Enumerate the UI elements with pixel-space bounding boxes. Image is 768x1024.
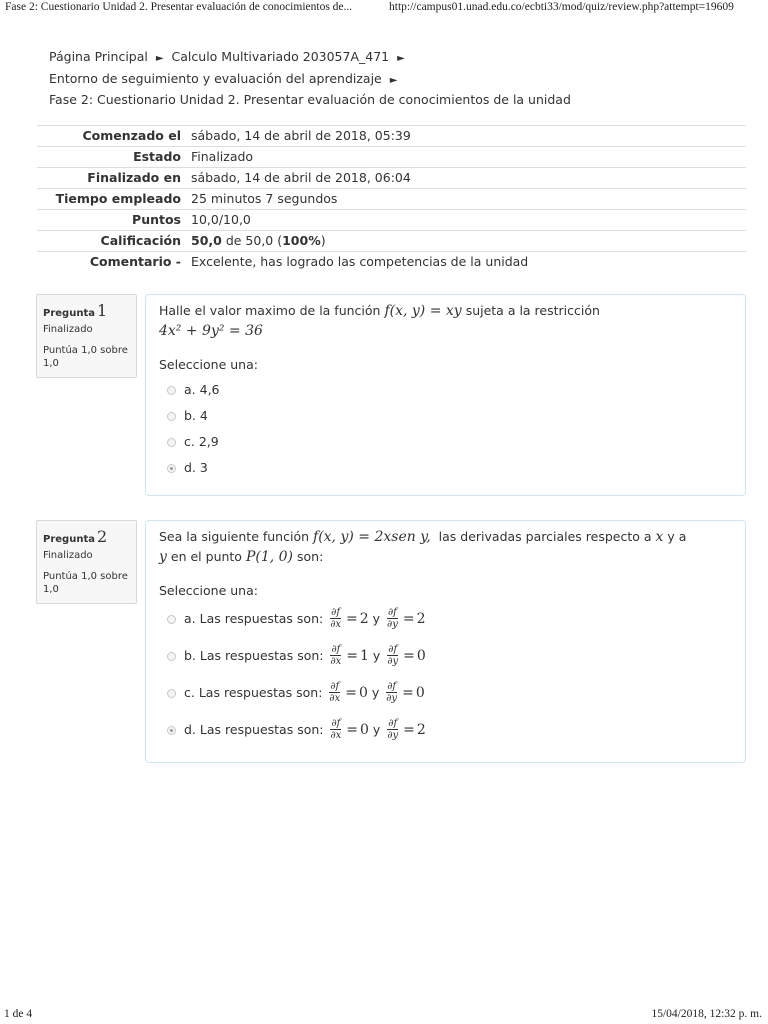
question-number: Pregunta 2: [43, 527, 108, 546]
answer-option-b[interactable]: b. Las respuestas son: $\frac{\partial f}{\partial x}$ = 1 y $\frac{\partial f}{\partial y}$ = 0: [159, 637, 733, 674]
print-page-title: Fase 2: Cuestionario Unidad 2. Presentar evaluación de conocimientos de...: [5, 1, 353, 13]
summary-row-time-taken: [37, 189, 746, 210]
question-2-content: [145, 520, 746, 763]
summary-label: Calificación: [37, 231, 187, 252]
answer-option-a[interactable]: a. 4,6: [159, 376, 733, 402]
print-header: [0, 0, 768, 16]
print-page-number: 1 de 4: [4, 1008, 33, 1020]
question-state: Finalizado: [43, 324, 93, 335]
answer-option-b[interactable]: b. 4: [159, 402, 733, 428]
answer-option-c[interactable]: c. Las respuestas son: $\frac{\partial f}{\partial x}$ = 0 y $\frac{\partial f}{\partial y}$ = 0: [159, 674, 733, 711]
question-text: Sea la siguiente función f(x, y) = 2xsen y, las derivadas parciales respecto a x y a y en el punto P(1, 0) son:: [159, 529, 687, 565]
radio-button[interactable]: [167, 615, 176, 624]
breadcrumb-home-link[interactable]: Página Principal: [49, 49, 148, 64]
summary-label: Comentario -: [37, 252, 187, 273]
answer-options: [159, 376, 733, 480]
partial-derivative-y: $\frac{\partial f}{\partial y}$: [387, 644, 399, 667]
summary-value: 25 minutos 7 segundos: [187, 189, 746, 210]
partial-derivative-x: $\frac{\partial f}{\partial x}$: [330, 644, 342, 667]
summary-row-started: [37, 126, 746, 147]
question-number-value: 2: [96, 527, 108, 546]
breadcrumb-quiz-link[interactable]: Fase 2: Cuestionario Unidad 2. Presentar evaluación de conocimientos de la unidad: [49, 92, 571, 107]
select-prompt: Seleccione una:: [159, 583, 258, 598]
question-grade: Puntúa 1,0 sobre 1,0: [43, 345, 128, 369]
question-number: Pregunta 1: [43, 301, 108, 320]
summary-label: Puntos: [37, 210, 187, 231]
breadcrumb-separator-icon: ►: [397, 53, 405, 64]
constraint-formula: 4x² + 9y² = 36: [159, 323, 263, 339]
summary-row-grade: [37, 231, 746, 252]
answer-option-a[interactable]: a. Las respuestas son: $\frac{\partial f}{\partial x}$ = 2 y $\frac{\partial f}{\partial y}$ = 2: [159, 600, 733, 637]
function-formula: f(x, y) = xy: [384, 303, 462, 319]
breadcrumb: [49, 47, 749, 110]
question-1-info: [36, 294, 137, 378]
summary-value: [187, 231, 746, 252]
radio-button[interactable]: [167, 689, 176, 698]
breadcrumb-section-link[interactable]: Entorno de seguimiento y evaluación del aprendizaje: [49, 70, 382, 86]
question-1-content: [145, 294, 746, 496]
partial-derivative-y: $\frac{\partial f}{\partial y}$: [387, 718, 399, 741]
radio-button[interactable]: [167, 652, 176, 661]
breadcrumb-course-link[interactable]: Calculo Multivariado 203057A_471: [171, 49, 390, 64]
print-datetime: 15/04/2018, 12:32 p. m.: [651, 1008, 762, 1020]
summary-value: 10,0/10,0: [187, 210, 746, 231]
summary-value: sábado, 14 de abril de 2018, 06:04: [187, 168, 746, 189]
print-url: http://campus01.unad.edu.co/ecbti33/mod/quiz/review.php?attempt=19609: [389, 1, 734, 13]
summary-value: sábado, 14 de abril de 2018, 05:39: [187, 126, 746, 147]
answer-option-d[interactable]: d. Las respuestas son: $\frac{\partial f}{\partial x}$ = 0 y $\frac{\partial f}{\partial y}$ = 2: [159, 711, 733, 748]
partial-derivative-y: $\frac{\partial f}{\partial y}$: [387, 607, 398, 630]
summary-row-feedback: [37, 252, 746, 273]
question-state: Finalizado: [43, 550, 93, 561]
partial-derivative-x: $\frac{\partial f}{\partial x}$: [329, 681, 341, 704]
partial-derivative-x: $\frac{\partial f}{\partial x}$: [330, 718, 342, 741]
point-formula: P(1, 0): [245, 549, 294, 565]
question-text: Halle el valor maximo de la función f(x, y) = xy sujeta a la restricción 4x² + 9y² = 36: [159, 303, 600, 339]
grade-score: 50,0: [191, 233, 222, 248]
grade-percent: 100%: [282, 233, 321, 248]
question-number-value: 1: [96, 301, 108, 320]
function-formula: f(x, y) = 2xsen y,: [313, 529, 431, 545]
breadcrumb-separator-icon: ►: [389, 74, 398, 86]
summary-value: Excelente, has logrado las competencias de la unidad: [187, 252, 746, 273]
summary-row-completed: [37, 168, 746, 189]
summary-row-state: [37, 147, 746, 168]
grade-out-of: de 50,0 (: [221, 233, 283, 248]
answer-options: [159, 600, 733, 748]
attempt-summary-table: [37, 125, 746, 272]
question-2-info: [36, 520, 137, 604]
partial-derivative-y: $\frac{\partial f}{\partial y}$: [386, 681, 398, 704]
partial-derivative-x: $\frac{\partial f}{\partial x}$: [330, 607, 341, 630]
summary-label: Finalizado en: [37, 168, 187, 189]
answer-option-d[interactable]: d. 3: [159, 454, 733, 480]
answer-option-c[interactable]: c. 2,9: [159, 428, 733, 454]
radio-button[interactable]: [167, 438, 176, 447]
radio-button[interactable]: [167, 386, 176, 395]
breadcrumb-separator-icon: ►: [155, 53, 164, 64]
radio-button-selected[interactable]: [167, 464, 176, 473]
radio-button-selected[interactable]: [167, 726, 176, 735]
print-footer: [0, 1008, 768, 1024]
radio-button[interactable]: [167, 412, 176, 421]
summary-value: Finalizado: [187, 147, 746, 168]
summary-label: Estado: [37, 147, 187, 168]
question-grade: Puntúa 1,0 sobre 1,0: [43, 571, 128, 595]
select-prompt: Seleccione una:: [159, 357, 258, 372]
summary-label: Comenzado el: [37, 126, 187, 147]
summary-row-marks: [37, 210, 746, 231]
grade-close: ): [320, 233, 326, 248]
summary-label: Tiempo empleado: [37, 189, 187, 210]
